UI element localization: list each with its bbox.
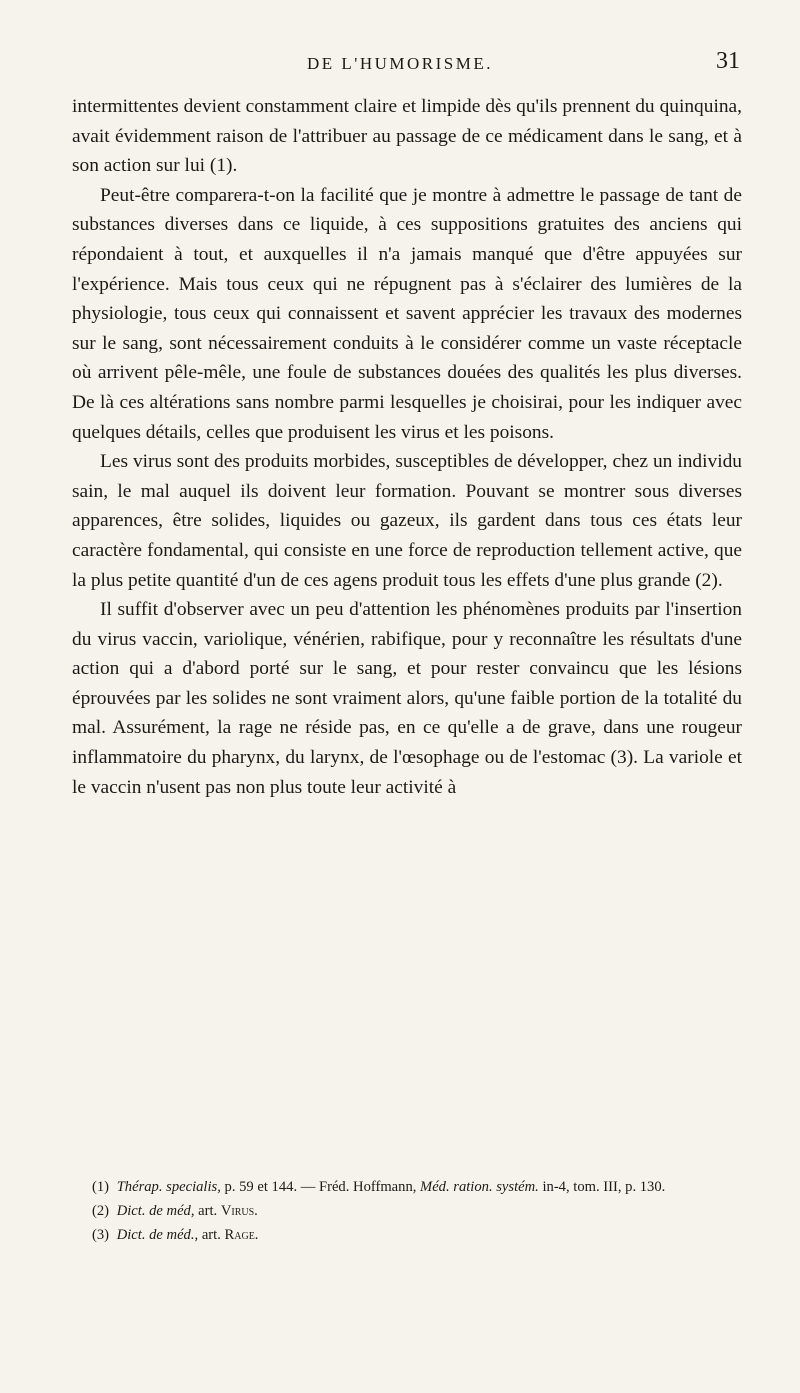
footnotes bbox=[72, 1175, 742, 1247]
footnote-text: art. bbox=[201, 1227, 221, 1243]
footnote-cited-title: Thérap. specialis, bbox=[116, 1179, 221, 1195]
footnote bbox=[72, 1223, 742, 1247]
running-head bbox=[0, 48, 800, 84]
paragraph: Il suffit d'observer avec un peu d'attention les phénomènes produits par l'insertion du virus vaccin, variolique, vénérien, rabifique, pour y reconnaître les résultats d'une action qui a d'abord porté sur le sang, et pour rester convaincu que les lésions éprouvées par les solides ne sont vraiment alors, qu'une faible portion de la totalité du mal. Assurément, la rage ne réside pas, en ce qu'elle a de grave, dans une rougeur inflammatoire du pharynx, du larynx, de l'œsophage ou de l'estomac (3). La variole et le vaccin n'usent pas non plus toute leur activité à bbox=[72, 599, 742, 798]
body-text bbox=[72, 92, 742, 802]
footnote bbox=[72, 1175, 742, 1199]
paragraph: Les virus sont des produits morbides, susceptibles de développer, chez un individu sain, le mal auquel ils doivent leur formation. Pouvant se montrer sous diverses apparences, être solides, liquides ou gazeux, ils gardent dans tous ces états leur caractère fondamental, qui consiste en une force de reproduction tellement active, que la plus petite quantité d'un de ces agens produit tous les effets d'une plus grande (2). bbox=[72, 451, 742, 591]
page-number: 31 bbox=[716, 48, 740, 74]
paragraph: intermittentes devient constamment claire et limpide dès qu'ils prennent du quinquina, avait évidemment raison de l'attribuer au passage de ce médicament dans le sang, et à son action sur lui (1). bbox=[72, 96, 742, 177]
footnote-marker: (3) bbox=[92, 1227, 110, 1243]
paragraph: Peut-être comparera-t-on la facilité que je montre à admettre le passage de tant de substances diverses dans ce liquide, à ces suppositions gratuites des anciens qui répondaient à tout, et auxquelles il n'a jamais manqué que d'être appuyées sur l'expérience. Mais tous ceux qui ne répugnent pas à s'éclairer des lumières de la physiologie, tous ceux qui connaissent et savent apprécier les travaux des modernes sur le sang, sont nécessairement conduits à le considérer comme un vaste réceptacle où arrivent pêle-mêle, une foule de substances douées des qualités les plus diverses. De là ces altérations sans nombre parmi lesquelles je choisirai, pour les indiquer avec quelques détails, celles que produisent les virus et les poisons. bbox=[72, 184, 742, 443]
footnote-marker: (1) bbox=[92, 1179, 110, 1195]
footnote-cited-title: Méd. ration. systém. bbox=[420, 1179, 539, 1195]
footnote-article-name: Virus. bbox=[220, 1203, 258, 1219]
footnote-text: art. bbox=[198, 1203, 218, 1219]
footnote-text: p. 59 et 144. — Fréd. Hoffmann, bbox=[224, 1179, 417, 1195]
running-title: DE L'HUMORISME. bbox=[306, 54, 493, 73]
footnote-text: in-4, tom. III, p. 130. bbox=[542, 1179, 666, 1195]
footnote bbox=[72, 1199, 742, 1223]
footnote-cited-title: Dict. de méd., bbox=[116, 1227, 199, 1243]
footnote-article-name: Rage. bbox=[224, 1227, 259, 1243]
footnote-cited-title: Dict. de méd, bbox=[116, 1203, 195, 1219]
footnote-marker: (2) bbox=[92, 1203, 110, 1219]
